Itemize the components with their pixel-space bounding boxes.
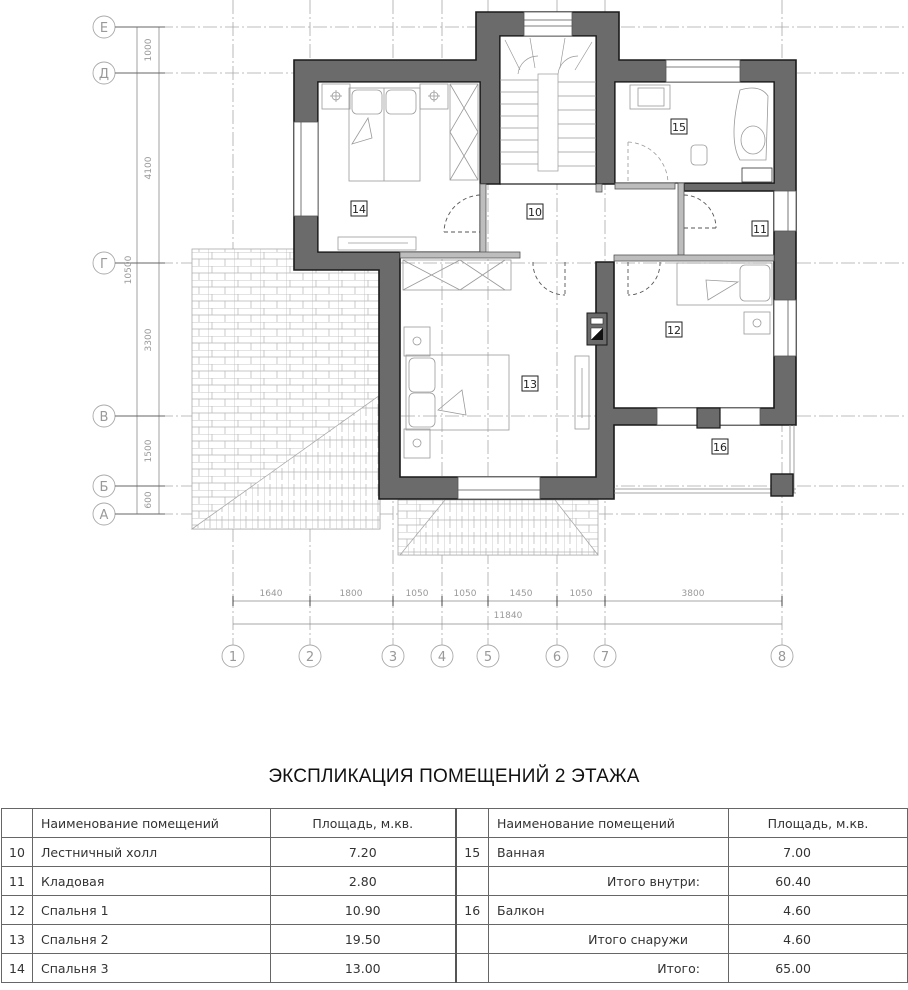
svg-text:7: 7 (600, 650, 610, 665)
room-number (456, 925, 489, 954)
dimension-label: 1450 (509, 589, 533, 599)
room-number: 15 (456, 838, 489, 867)
table-row (2, 954, 908, 983)
horizontal-dimensions (233, 589, 782, 621)
room-tag (752, 221, 768, 236)
room-area: 19.50 (271, 925, 456, 954)
dimension-label: 1050 (569, 589, 593, 599)
axis-bubble (546, 645, 568, 667)
room-number: 13 (2, 925, 33, 954)
header-name-right: Наименование помещений (489, 809, 729, 838)
svg-text:2: 2 (305, 650, 315, 665)
axis-bubble (93, 475, 165, 497)
number-axis-bubbles (222, 645, 793, 667)
room-number (456, 954, 489, 983)
room-tag (666, 322, 682, 337)
header-num-left (2, 809, 33, 838)
furniture-room-12 (677, 263, 772, 334)
room-number: 14 (2, 954, 33, 983)
table-row (2, 925, 908, 954)
room-tag (527, 204, 543, 219)
svg-text:12: 12 (667, 324, 681, 337)
roof-porch (398, 500, 598, 555)
header-area-left: Площадь, м.кв. (271, 809, 456, 838)
dimension-label: 600 (144, 491, 154, 509)
roof-left (192, 249, 380, 529)
subtotal-label: Итого снаружи (489, 925, 729, 954)
room-number: 12 (2, 896, 33, 925)
explication-title: ЭКСПЛИКАЦИЯ ПОМЕЩЕНИЙ 2 ЭТАЖА (268, 766, 640, 787)
room-area: 10.90 (271, 896, 456, 925)
table-header-row (2, 809, 908, 838)
explication-table (1, 808, 908, 983)
svg-text:8: 8 (777, 650, 787, 665)
subtotal-value: 4.60 (729, 925, 908, 954)
svg-text:В: В (99, 410, 109, 425)
dimension-label: 3300 (144, 328, 154, 352)
axis-bubble (93, 16, 165, 38)
svg-text:10: 10 (528, 206, 542, 219)
room-number: 10 (2, 838, 33, 867)
room-area: 7.00 (729, 838, 908, 867)
header-area-right: Площадь, м.кв. (729, 809, 908, 838)
room-name: Кладовая (33, 867, 271, 896)
svg-text:3: 3 (388, 650, 398, 665)
balcony (614, 425, 796, 496)
table-row (2, 867, 908, 896)
svg-text:15: 15 (672, 121, 686, 134)
room-tag (351, 201, 367, 216)
svg-text:11: 11 (753, 223, 767, 236)
room-area: 13.00 (271, 954, 456, 983)
axis-bubble (93, 405, 165, 427)
subtotal-label: Итого внутри: (489, 867, 729, 896)
svg-text:5: 5 (483, 650, 493, 665)
svg-text:Б: Б (99, 480, 109, 495)
room-name: Лестничный холл (33, 838, 271, 867)
room-area: 4.60 (729, 896, 908, 925)
axis-bubble (93, 503, 165, 525)
svg-text:13: 13 (523, 378, 537, 391)
axis-bubble (771, 645, 793, 667)
room-area: 7.20 (271, 838, 456, 867)
axis-bubble (431, 645, 453, 667)
room-14 (318, 82, 480, 252)
room-name: Балкон (489, 896, 729, 925)
vertical-dimensions (124, 38, 154, 508)
dimension-total: 11840 (493, 611, 523, 621)
dimension-label: 3800 (681, 589, 705, 599)
axis-bubble (222, 645, 244, 667)
dimension-label: 1640 (259, 589, 283, 599)
room-tag (712, 439, 728, 454)
room-name: Спальня 1 (33, 896, 271, 925)
furniture-room-13 (403, 260, 589, 458)
room-area: 2.80 (271, 867, 456, 896)
room-number: 11 (2, 867, 33, 896)
svg-text:Д: Д (98, 67, 110, 82)
room-name: Спальня 2 (33, 925, 271, 954)
room-tag (671, 119, 687, 134)
axis-bubble (477, 645, 499, 667)
dimension-label: 1800 (339, 589, 363, 599)
axis-bubble (594, 645, 616, 667)
axis-bubble (299, 645, 321, 667)
header-num-right (456, 809, 489, 838)
axis-bubble (382, 645, 404, 667)
balcony-pier (697, 408, 720, 428)
room-number (456, 867, 489, 896)
svg-text:А: А (99, 508, 109, 523)
header-name-left: Наименование помещений (33, 809, 271, 838)
dimension-label: 4100 (144, 156, 154, 180)
room-tag (522, 376, 538, 391)
room-name: Ванная (489, 838, 729, 867)
svg-text:Е: Е (99, 21, 109, 36)
room-number: 16 (456, 896, 489, 925)
svg-text:14: 14 (352, 203, 366, 216)
dimension-total: 10500 (124, 255, 134, 285)
total-label: Итого: (489, 954, 729, 983)
table-row (2, 838, 908, 867)
boiler-unit (587, 313, 607, 345)
total-value: 65.00 (729, 954, 908, 983)
svg-text:6: 6 (552, 650, 562, 665)
svg-text:1: 1 (228, 650, 238, 665)
svg-text:4: 4 (437, 650, 447, 665)
dimension-label: 1500 (144, 439, 154, 463)
dimension-label: 1000 (144, 38, 154, 62)
dimension-label: 1050 (453, 589, 477, 599)
axis-bubble (93, 62, 165, 84)
svg-text:16: 16 (713, 441, 727, 454)
table-row (2, 896, 908, 925)
subtotal-value: 60.40 (729, 867, 908, 896)
dimension-label: 1050 (405, 589, 429, 599)
room-name: Спальня 3 (33, 954, 271, 983)
svg-text:Г: Г (100, 257, 108, 272)
